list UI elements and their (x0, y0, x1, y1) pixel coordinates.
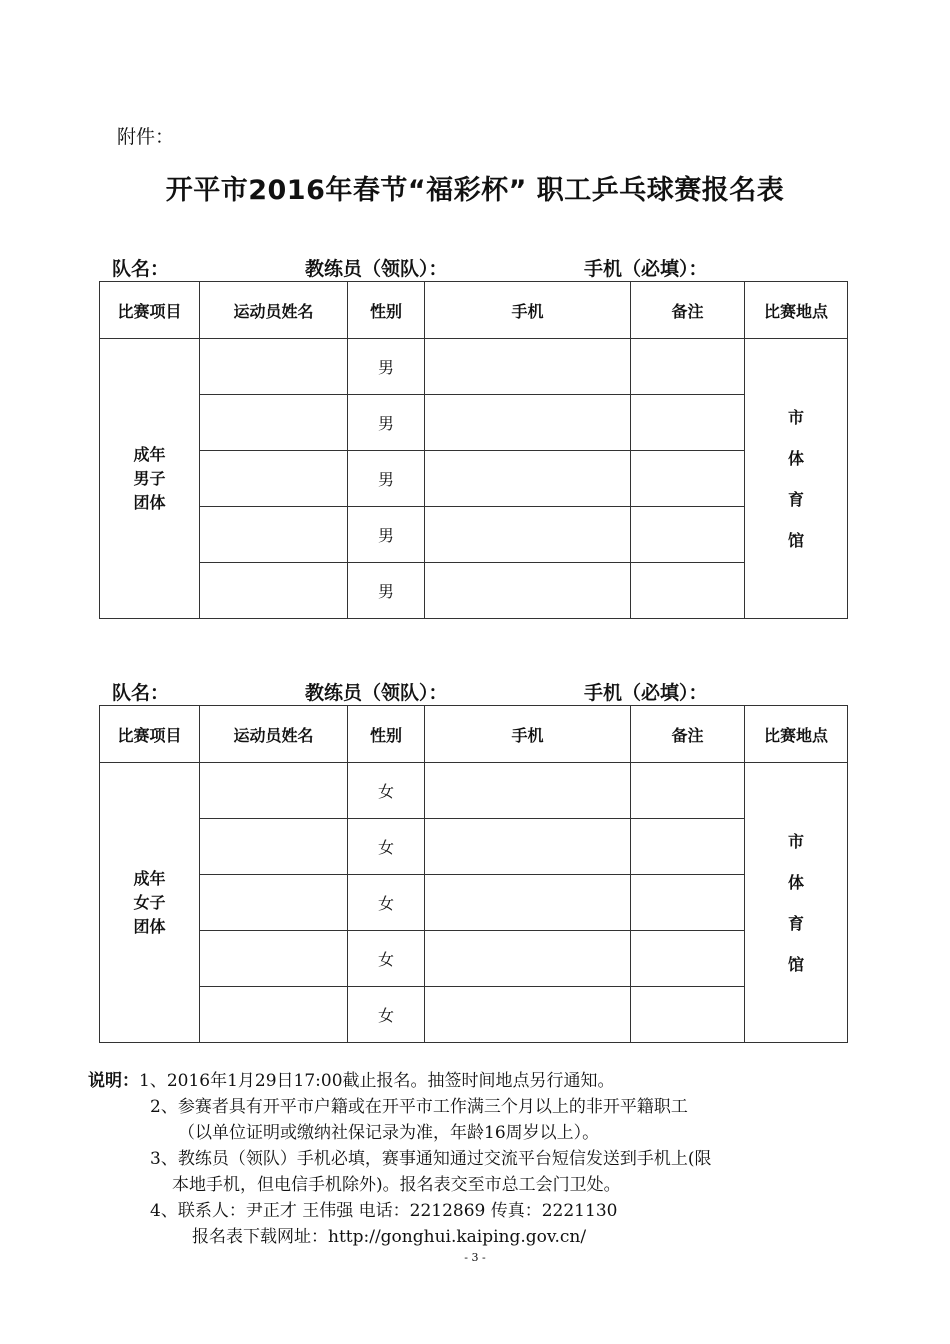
notes-block (88, 1068, 878, 1250)
category-line: 团体 (133, 492, 166, 512)
venue-cell (745, 763, 848, 1043)
venue-char: 体 (787, 448, 804, 468)
note-line (88, 1224, 878, 1250)
venue-char: 馆 (787, 954, 804, 974)
header-venue: 比赛地点 (745, 282, 848, 339)
table-row (100, 931, 848, 987)
athlete-name-cell[interactable] (200, 451, 348, 507)
category-line: 团体 (133, 916, 166, 936)
category-line: 成年 (133, 868, 166, 888)
header-event: 比赛项目 (100, 282, 200, 339)
remarks-cell[interactable] (631, 563, 745, 619)
venue-char: 市 (787, 407, 804, 427)
phone-cell[interactable] (425, 987, 631, 1043)
header-venue: 比赛地点 (745, 706, 848, 763)
phone-cell[interactable] (425, 507, 631, 563)
registration-table-women (99, 705, 848, 1043)
note-line (88, 1068, 878, 1094)
category-line: 女子 (133, 892, 166, 912)
header-athlete-name: 运动员姓名 (200, 706, 348, 763)
note-text: 4、联系人：尹正才 王伟强 电话：2212869 传真：2221130 (150, 1201, 618, 1221)
athlete-name-cell[interactable] (200, 507, 348, 563)
gender-cell: 女 (348, 875, 425, 931)
table-row (100, 339, 848, 395)
phone-cell[interactable] (425, 819, 631, 875)
note-text: 2、参赛者具有开平市户籍或在开平市工作满三个月以上的非开平籍职工 (150, 1097, 688, 1117)
header-athlete-name: 运动员姓名 (200, 282, 348, 339)
gender-cell: 女 (348, 819, 425, 875)
team-name-label: 队名： (112, 682, 170, 704)
table-row (100, 451, 848, 507)
note-line (88, 1198, 878, 1224)
header-remarks: 备注 (631, 706, 745, 763)
venue-char: 育 (787, 913, 804, 933)
download-url[interactable]: 报名表下载网址：http://gonghui.kaiping.gov.cn/ (192, 1227, 587, 1247)
phone-cell[interactable] (425, 763, 631, 819)
remarks-cell[interactable] (631, 451, 745, 507)
note-text: （以单位证明或缴纳社保记录为准，年龄16周岁以上）。 (178, 1123, 600, 1143)
phone-cell[interactable] (425, 931, 631, 987)
remarks-cell[interactable] (631, 763, 745, 819)
note-text: 本地手机，但电信手机除外)。报名表交至市总工会门卫处。 (172, 1175, 621, 1195)
athlete-name-cell[interactable] (200, 563, 348, 619)
athlete-name-cell[interactable] (200, 987, 348, 1043)
venue-char: 育 (787, 489, 804, 509)
phone-cell[interactable] (425, 875, 631, 931)
gender-cell: 男 (348, 563, 425, 619)
remarks-cell[interactable] (631, 931, 745, 987)
venue-char: 市 (787, 831, 804, 851)
table-row (100, 763, 848, 819)
venue-cell (745, 339, 848, 619)
note-line (88, 1146, 878, 1172)
note-line (88, 1094, 878, 1120)
athlete-name-cell[interactable] (200, 819, 348, 875)
remarks-cell[interactable] (631, 395, 745, 451)
phone-cell[interactable] (425, 339, 631, 395)
venue-char: 馆 (787, 530, 804, 550)
gender-cell: 男 (348, 451, 425, 507)
note-text: 1、2016年1月29日17:00截止报名。抽签时间地点另行通知。 (139, 1071, 615, 1091)
athlete-name-cell[interactable] (200, 875, 348, 931)
athlete-name-cell[interactable] (200, 395, 348, 451)
page-title: 开平市2016年春节“福彩杯” 职工乒乓球赛报名表 (165, 175, 785, 206)
coach-label: 教练员（领队）： (305, 682, 448, 704)
phone-cell[interactable] (425, 563, 631, 619)
table-row (100, 987, 848, 1043)
gender-cell: 男 (348, 339, 425, 395)
gender-cell: 男 (348, 395, 425, 451)
table-row (100, 875, 848, 931)
gender-cell: 女 (348, 931, 425, 987)
remarks-cell[interactable] (631, 875, 745, 931)
note-line (88, 1172, 878, 1198)
header-event: 比赛项目 (100, 706, 200, 763)
athlete-name-cell[interactable] (200, 339, 348, 395)
athlete-name-cell[interactable] (200, 763, 348, 819)
phone-required-label: 手机（必填）： (584, 682, 708, 704)
attachment-label: 附件： (117, 126, 175, 148)
category-line: 男子 (133, 468, 166, 488)
header-phone: 手机 (425, 706, 631, 763)
remarks-cell[interactable] (631, 987, 745, 1043)
team-name-label: 队名： (112, 258, 170, 280)
header-gender: 性别 (348, 706, 425, 763)
gender-cell: 男 (348, 507, 425, 563)
phone-cell[interactable] (425, 395, 631, 451)
coach-label: 教练员（领队）： (305, 258, 448, 280)
registration-table-men (99, 281, 848, 619)
header-gender: 性别 (348, 282, 425, 339)
phone-cell[interactable] (425, 451, 631, 507)
event-category-cell (100, 763, 200, 1043)
notes-label: 说明： (88, 1071, 139, 1091)
table-row (100, 507, 848, 563)
gender-cell: 女 (348, 763, 425, 819)
table-row (100, 563, 848, 619)
venue-char: 体 (787, 872, 804, 892)
event-category-cell (100, 339, 200, 619)
category-line: 成年 (133, 444, 166, 464)
page-number: - 3 - (464, 1251, 486, 1264)
table-row (100, 395, 848, 451)
athlete-name-cell[interactable] (200, 931, 348, 987)
note-text: 3、教练员（领队）手机必填，赛事通知通过交流平台短信发送到手机上(限 (150, 1149, 712, 1169)
header-phone: 手机 (425, 282, 631, 339)
gender-cell: 女 (348, 987, 425, 1043)
remarks-cell[interactable] (631, 819, 745, 875)
phone-required-label: 手机（必填）： (584, 258, 708, 280)
remarks-cell[interactable] (631, 507, 745, 563)
table-row (100, 819, 848, 875)
remarks-cell[interactable] (631, 339, 745, 395)
note-line (88, 1120, 878, 1146)
header-remarks: 备注 (631, 282, 745, 339)
